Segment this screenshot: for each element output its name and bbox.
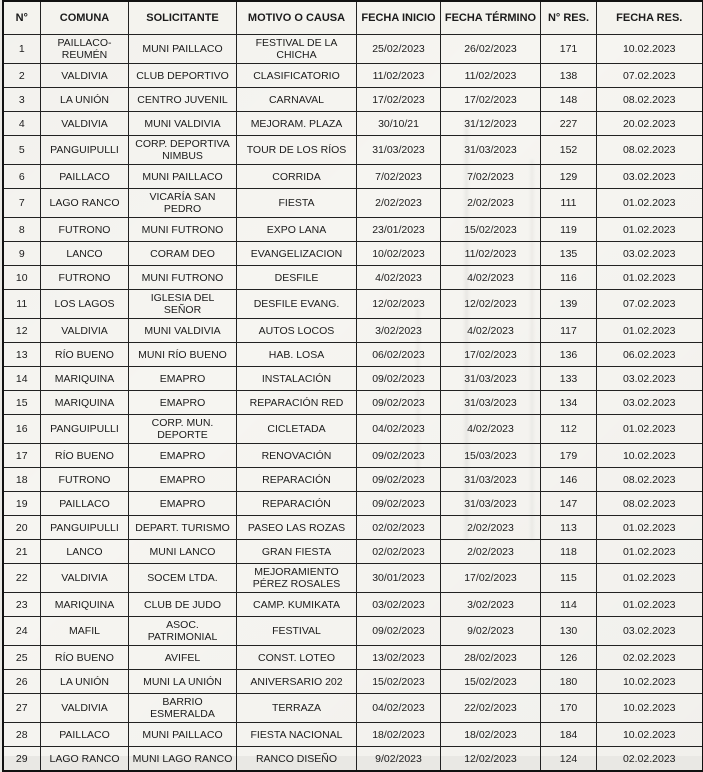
cell-comuna: VALDIVIA xyxy=(41,694,129,723)
col-header-solicitante: SOLICITANTE xyxy=(129,1,237,35)
cell-solicitante: MUNI RÍO BUENO xyxy=(129,343,237,367)
cell-fecha-res: 01.02.2023 xyxy=(597,540,703,564)
cell-fecha-termino: 15/02/2023 xyxy=(441,218,541,242)
cell-fecha-inicio: 17/02/2023 xyxy=(357,88,441,112)
cell-comuna: LAGO RANCO xyxy=(41,189,129,218)
table-row xyxy=(3,391,703,415)
table-row xyxy=(3,266,703,290)
cell-fecha-inicio: 2/02/2023 xyxy=(357,189,441,218)
cell-fecha-termino: 15/02/2023 xyxy=(441,670,541,694)
cell-fecha-inicio: 7/02/2023 xyxy=(357,165,441,189)
cell-comuna: LA UNIÓN xyxy=(41,88,129,112)
cell-comuna: MARIQUINA xyxy=(41,391,129,415)
cell-numero: 17 xyxy=(3,444,41,468)
cell-numero: 2 xyxy=(3,64,41,88)
cell-numero: 21 xyxy=(3,540,41,564)
cell-numero: 25 xyxy=(3,646,41,670)
cell-numero: 15 xyxy=(3,391,41,415)
cell-num-res: 147 xyxy=(541,492,597,516)
cell-motivo: MEJORAMIENTO PÉREZ ROSALES xyxy=(237,564,357,593)
table-body xyxy=(3,35,703,772)
cell-fecha-inicio: 10/02/2023 xyxy=(357,242,441,266)
cell-num-res: 119 xyxy=(541,218,597,242)
table-row xyxy=(3,189,703,218)
cell-numero: 9 xyxy=(3,242,41,266)
cell-motivo: CAMP. KUMIKATA xyxy=(237,593,357,617)
cell-motivo: CORRIDA xyxy=(237,165,357,189)
table-row xyxy=(3,492,703,516)
cell-fecha-termino: 31/03/2023 xyxy=(441,492,541,516)
cell-solicitante: CENTRO JUVENIL xyxy=(129,88,237,112)
cell-motivo: RENOVACIÓN xyxy=(237,444,357,468)
cell-solicitante: CORAM DEO xyxy=(129,242,237,266)
cell-num-res: 130 xyxy=(541,617,597,646)
cell-motivo: TOUR DE LOS RÍOS xyxy=(237,136,357,165)
cell-numero: 14 xyxy=(3,367,41,391)
cell-motivo: FESTIVAL DE LA CHICHA xyxy=(237,35,357,64)
cell-fecha-inicio: 09/02/2023 xyxy=(357,444,441,468)
cell-fecha-inicio: 13/02/2023 xyxy=(357,646,441,670)
cell-motivo: CONST. LOTEO xyxy=(237,646,357,670)
cell-motivo: GRAN FIESTA xyxy=(237,540,357,564)
cell-motivo: REPARACIÓN xyxy=(237,468,357,492)
cell-solicitante: EMAPRO xyxy=(129,492,237,516)
cell-solicitante: MUNI LANCO xyxy=(129,540,237,564)
cell-num-res: 112 xyxy=(541,415,597,444)
cell-numero: 27 xyxy=(3,694,41,723)
cell-comuna: RÍO BUENO xyxy=(41,646,129,670)
cell-fecha-inicio: 02/02/2023 xyxy=(357,540,441,564)
cell-numero: 3 xyxy=(3,88,41,112)
cell-fecha-inicio: 18/02/2023 xyxy=(357,723,441,747)
cell-fecha-termino: 2/02/2023 xyxy=(441,516,541,540)
cell-numero: 18 xyxy=(3,468,41,492)
cell-fecha-inicio: 12/02/2023 xyxy=(357,290,441,319)
cell-fecha-res: 10.02.2023 xyxy=(597,670,703,694)
cell-fecha-inicio: 3/02/2023 xyxy=(357,319,441,343)
cell-motivo: PASEO LAS ROZAS xyxy=(237,516,357,540)
cell-motivo: FIESTA xyxy=(237,189,357,218)
cell-fecha-termino: 7/02/2023 xyxy=(441,165,541,189)
cell-motivo: ANIVERSARIO 202 xyxy=(237,670,357,694)
cell-fecha-res: 10.02.2023 xyxy=(597,694,703,723)
cell-fecha-res: 01.02.2023 xyxy=(597,189,703,218)
cell-comuna: LAGO RANCO xyxy=(41,747,129,772)
cell-fecha-termino: 28/02/2023 xyxy=(441,646,541,670)
cell-numero: 4 xyxy=(3,112,41,136)
cell-fecha-termino: 4/02/2023 xyxy=(441,319,541,343)
cell-fecha-inicio: 30/01/2023 xyxy=(357,564,441,593)
cell-comuna: RÍO BUENO xyxy=(41,444,129,468)
cell-fecha-res: 01.02.2023 xyxy=(597,319,703,343)
cell-fecha-inicio: 04/02/2023 xyxy=(357,415,441,444)
table-row xyxy=(3,35,703,64)
cell-solicitante: AVIFEL xyxy=(129,646,237,670)
cell-fecha-inicio: 03/02/2023 xyxy=(357,593,441,617)
cell-numero: 23 xyxy=(3,593,41,617)
cell-num-res: 111 xyxy=(541,189,597,218)
table-row xyxy=(3,112,703,136)
cell-num-res: 114 xyxy=(541,593,597,617)
cell-fecha-res: 03.02.2023 xyxy=(597,391,703,415)
table-row xyxy=(3,319,703,343)
table-row xyxy=(3,564,703,593)
cell-motivo: FESTIVAL xyxy=(237,617,357,646)
cell-solicitante: VICARÍA SAN PEDRO xyxy=(129,189,237,218)
cell-num-res: 152 xyxy=(541,136,597,165)
cell-comuna: PANGUIPULLI xyxy=(41,415,129,444)
cell-fecha-inicio: 30/10/21 xyxy=(357,112,441,136)
cell-solicitante: CLUB DE JUDO xyxy=(129,593,237,617)
cell-solicitante: EMAPRO xyxy=(129,468,237,492)
cell-comuna: PAILLACO xyxy=(41,165,129,189)
cell-comuna: LA UNIÓN xyxy=(41,670,129,694)
cell-num-res: 134 xyxy=(541,391,597,415)
cell-comuna: PANGUIPULLI xyxy=(41,136,129,165)
table-row xyxy=(3,88,703,112)
cell-num-res: 133 xyxy=(541,367,597,391)
cell-numero: 20 xyxy=(3,516,41,540)
cell-numero: 24 xyxy=(3,617,41,646)
cell-fecha-inicio: 09/02/2023 xyxy=(357,391,441,415)
table-row xyxy=(3,670,703,694)
cell-numero: 6 xyxy=(3,165,41,189)
table-row xyxy=(3,747,703,772)
cell-solicitante: MUNI PAILLACO xyxy=(129,723,237,747)
col-header-motivo: MOTIVO O CAUSA xyxy=(237,1,357,35)
col-header-numero: N° xyxy=(3,1,41,35)
cell-solicitante: MUNI LAGO RANCO xyxy=(129,747,237,772)
cell-fecha-res: 01.02.2023 xyxy=(597,415,703,444)
cell-num-res: 126 xyxy=(541,646,597,670)
cell-num-res: 171 xyxy=(541,35,597,64)
cell-solicitante: ASOC. PATRIMONIAL xyxy=(129,617,237,646)
cell-fecha-res: 01.02.2023 xyxy=(597,266,703,290)
cell-comuna: LOS LAGOS xyxy=(41,290,129,319)
cell-num-res: 138 xyxy=(541,64,597,88)
cell-comuna: PANGUIPULLI xyxy=(41,516,129,540)
cell-solicitante: EMAPRO xyxy=(129,367,237,391)
cell-comuna: VALDIVIA xyxy=(41,319,129,343)
cell-motivo: EVANGELIZACION xyxy=(237,242,357,266)
cell-fecha-inicio: 02/02/2023 xyxy=(357,516,441,540)
cell-solicitante: CORP. MUN. DEPORTE xyxy=(129,415,237,444)
cell-solicitante: IGLESIA DEL SEÑOR xyxy=(129,290,237,319)
cell-num-res: 170 xyxy=(541,694,597,723)
cell-fecha-termino: 31/12/2023 xyxy=(441,112,541,136)
cell-fecha-res: 08.02.2023 xyxy=(597,492,703,516)
cell-motivo: REPARACIÓN RED xyxy=(237,391,357,415)
cell-solicitante: EMAPRO xyxy=(129,444,237,468)
cell-solicitante: SOCEM LTDA. xyxy=(129,564,237,593)
col-header-comuna: COMUNA xyxy=(41,1,129,35)
col-header-fecha-termino: FECHA TÉRMINO xyxy=(441,1,541,35)
cell-solicitante: MUNI VALDIVIA xyxy=(129,112,237,136)
cell-fecha-inicio: 06/02/2023 xyxy=(357,343,441,367)
cell-fecha-termino: 15/03/2023 xyxy=(441,444,541,468)
cell-numero: 5 xyxy=(3,136,41,165)
cell-fecha-termino: 26/02/2023 xyxy=(441,35,541,64)
cell-numero: 26 xyxy=(3,670,41,694)
cell-motivo: DESFILE EVANG. xyxy=(237,290,357,319)
table-row xyxy=(3,694,703,723)
cell-comuna: RÍO BUENO xyxy=(41,343,129,367)
cell-comuna: MARIQUINA xyxy=(41,367,129,391)
cell-fecha-termino: 18/02/2023 xyxy=(441,723,541,747)
cell-num-res: 118 xyxy=(541,540,597,564)
cell-fecha-termino: 22/02/2023 xyxy=(441,694,541,723)
table-row xyxy=(3,516,703,540)
cell-fecha-termino: 2/02/2023 xyxy=(441,189,541,218)
cell-numero: 10 xyxy=(3,266,41,290)
cell-fecha-termino: 31/03/2023 xyxy=(441,468,541,492)
cell-fecha-res: 01.02.2023 xyxy=(597,564,703,593)
table-row xyxy=(3,444,703,468)
table-row xyxy=(3,540,703,564)
cell-numero: 11 xyxy=(3,290,41,319)
table-row xyxy=(3,64,703,88)
cell-solicitante: BARRIO ESMERALDA xyxy=(129,694,237,723)
cell-num-res: 184 xyxy=(541,723,597,747)
table-row xyxy=(3,415,703,444)
cell-fecha-res: 08.02.2023 xyxy=(597,136,703,165)
cell-fecha-inicio: 23/01/2023 xyxy=(357,218,441,242)
cell-solicitante: MUNI VALDIVIA xyxy=(129,319,237,343)
cell-comuna: MAFIL xyxy=(41,617,129,646)
cell-num-res: 117 xyxy=(541,319,597,343)
cell-fecha-termino: 12/02/2023 xyxy=(441,747,541,772)
table-row xyxy=(3,290,703,319)
cell-motivo: REPARACIÓN xyxy=(237,492,357,516)
cell-comuna: FUTRONO xyxy=(41,218,129,242)
cell-motivo: TERRAZA xyxy=(237,694,357,723)
cell-fecha-res: 10.02.2023 xyxy=(597,35,703,64)
cell-solicitante: MUNI LA UNIÓN xyxy=(129,670,237,694)
cell-comuna: PAILLACO xyxy=(41,492,129,516)
table-header xyxy=(3,1,703,35)
cell-fecha-inicio: 25/02/2023 xyxy=(357,35,441,64)
cell-motivo: EXPO LANA xyxy=(237,218,357,242)
cell-fecha-termino: 31/03/2023 xyxy=(441,367,541,391)
cell-fecha-termino: 31/03/2023 xyxy=(441,391,541,415)
cell-fecha-res: 01.02.2023 xyxy=(597,516,703,540)
cell-fecha-res: 10.02.2023 xyxy=(597,723,703,747)
permits-table xyxy=(2,0,703,772)
table-row xyxy=(3,136,703,165)
cell-fecha-termino: 17/02/2023 xyxy=(441,564,541,593)
cell-fecha-inicio: 09/02/2023 xyxy=(357,468,441,492)
cell-fecha-res: 07.02.2023 xyxy=(597,64,703,88)
cell-numero: 19 xyxy=(3,492,41,516)
cell-fecha-res: 20.02.2023 xyxy=(597,112,703,136)
cell-fecha-termino: 17/02/2023 xyxy=(441,343,541,367)
cell-solicitante: EMAPRO xyxy=(129,391,237,415)
cell-fecha-res: 07.02.2023 xyxy=(597,290,703,319)
cell-fecha-termino: 2/02/2023 xyxy=(441,540,541,564)
cell-motivo: RANCO DISEÑO xyxy=(237,747,357,772)
cell-fecha-res: 02.02.2023 xyxy=(597,747,703,772)
cell-num-res: 179 xyxy=(541,444,597,468)
cell-solicitante: CORP. DEPORTIVA NIMBUS xyxy=(129,136,237,165)
cell-fecha-termino: 12/02/2023 xyxy=(441,290,541,319)
cell-num-res: 180 xyxy=(541,670,597,694)
cell-comuna: VALDIVIA xyxy=(41,64,129,88)
cell-fecha-res: 01.02.2023 xyxy=(597,593,703,617)
cell-motivo: FIESTA NACIONAL xyxy=(237,723,357,747)
cell-numero: 8 xyxy=(3,218,41,242)
cell-fecha-res: 02.02.2023 xyxy=(597,646,703,670)
header-row xyxy=(3,1,703,35)
col-header-fecha-res: FECHA RES. xyxy=(597,1,703,35)
cell-fecha-inicio: 04/02/2023 xyxy=(357,694,441,723)
cell-fecha-res: 06.02.2023 xyxy=(597,343,703,367)
cell-fecha-res: 01.02.2023 xyxy=(597,218,703,242)
cell-numero: 12 xyxy=(3,319,41,343)
cell-fecha-termino: 4/02/2023 xyxy=(441,415,541,444)
cell-numero: 29 xyxy=(3,747,41,772)
cell-fecha-inicio: 09/02/2023 xyxy=(357,367,441,391)
cell-motivo: MEJORAM. PLAZA xyxy=(237,112,357,136)
cell-motivo: DESFILE xyxy=(237,266,357,290)
cell-fecha-termino: 9/02/2023 xyxy=(441,617,541,646)
cell-comuna: LANCO xyxy=(41,540,129,564)
table-row xyxy=(3,723,703,747)
cell-solicitante: DEPART. TURISMO xyxy=(129,516,237,540)
cell-comuna: VALDIVIA xyxy=(41,112,129,136)
cell-motivo: CICLETADA xyxy=(237,415,357,444)
cell-num-res: 135 xyxy=(541,242,597,266)
cell-comuna: LANCO xyxy=(41,242,129,266)
cell-numero: 7 xyxy=(3,189,41,218)
cell-fecha-inicio: 15/02/2023 xyxy=(357,670,441,694)
cell-num-res: 136 xyxy=(541,343,597,367)
cell-fecha-res: 10.02.2023 xyxy=(597,444,703,468)
cell-fecha-inicio: 9/02/2023 xyxy=(357,747,441,772)
cell-solicitante: MUNI PAILLACO xyxy=(129,35,237,64)
cell-num-res: 139 xyxy=(541,290,597,319)
cell-solicitante: MUNI FUTRONO xyxy=(129,266,237,290)
cell-motivo: AUTOS LOCOS xyxy=(237,319,357,343)
cell-fecha-termino: 11/02/2023 xyxy=(441,64,541,88)
cell-fecha-inicio: 09/02/2023 xyxy=(357,492,441,516)
cell-comuna: VALDIVIA xyxy=(41,564,129,593)
cell-motivo: HAB. LOSA xyxy=(237,343,357,367)
cell-fecha-termino: 4/02/2023 xyxy=(441,266,541,290)
col-header-num-res: N° RES. xyxy=(541,1,597,35)
cell-numero: 1 xyxy=(3,35,41,64)
table-row xyxy=(3,646,703,670)
cell-comuna: MARIQUINA xyxy=(41,593,129,617)
cell-num-res: 148 xyxy=(541,88,597,112)
cell-fecha-termino: 31/03/2023 xyxy=(441,136,541,165)
cell-num-res: 115 xyxy=(541,564,597,593)
cell-comuna: PAILLACO-REUMÉN xyxy=(41,35,129,64)
cell-fecha-res: 08.02.2023 xyxy=(597,88,703,112)
cell-fecha-inicio: 09/02/2023 xyxy=(357,617,441,646)
cell-fecha-inicio: 4/02/2023 xyxy=(357,266,441,290)
cell-numero: 28 xyxy=(3,723,41,747)
cell-num-res: 146 xyxy=(541,468,597,492)
cell-numero: 16 xyxy=(3,415,41,444)
cell-fecha-res: 03.02.2023 xyxy=(597,165,703,189)
cell-fecha-res: 03.02.2023 xyxy=(597,242,703,266)
table-row xyxy=(3,165,703,189)
cell-numero: 13 xyxy=(3,343,41,367)
cell-fecha-res: 03.02.2023 xyxy=(597,367,703,391)
cell-numero: 22 xyxy=(3,564,41,593)
cell-fecha-termino: 17/02/2023 xyxy=(441,88,541,112)
col-header-fecha-inicio: FECHA INICIO xyxy=(357,1,441,35)
cell-num-res: 124 xyxy=(541,747,597,772)
scanned-document-page xyxy=(2,0,702,756)
table-row xyxy=(3,218,703,242)
cell-fecha-termino: 11/02/2023 xyxy=(441,242,541,266)
table-row xyxy=(3,367,703,391)
cell-num-res: 227 xyxy=(541,112,597,136)
cell-motivo: CLASIFICATORIO xyxy=(237,64,357,88)
cell-motivo: CARNAVAL xyxy=(237,88,357,112)
cell-solicitante: CLUB DEPORTIVO xyxy=(129,64,237,88)
cell-num-res: 113 xyxy=(541,516,597,540)
cell-fecha-termino: 3/02/2023 xyxy=(441,593,541,617)
cell-fecha-res: 03.02.2023 xyxy=(597,617,703,646)
cell-motivo: INSTALACIÓN xyxy=(237,367,357,391)
table-row xyxy=(3,343,703,367)
cell-comuna: FUTRONO xyxy=(41,266,129,290)
cell-comuna: PAILLACO xyxy=(41,723,129,747)
cell-solicitante: MUNI FUTRONO xyxy=(129,218,237,242)
cell-num-res: 116 xyxy=(541,266,597,290)
cell-fecha-inicio: 11/02/2023 xyxy=(357,64,441,88)
cell-fecha-inicio: 31/03/2023 xyxy=(357,136,441,165)
cell-comuna: FUTRONO xyxy=(41,468,129,492)
cell-solicitante: MUNI PAILLACO xyxy=(129,165,237,189)
table-row xyxy=(3,468,703,492)
table-row xyxy=(3,617,703,646)
table-row xyxy=(3,593,703,617)
cell-num-res: 129 xyxy=(541,165,597,189)
table-row xyxy=(3,242,703,266)
cell-fecha-res: 08.02.2023 xyxy=(597,468,703,492)
